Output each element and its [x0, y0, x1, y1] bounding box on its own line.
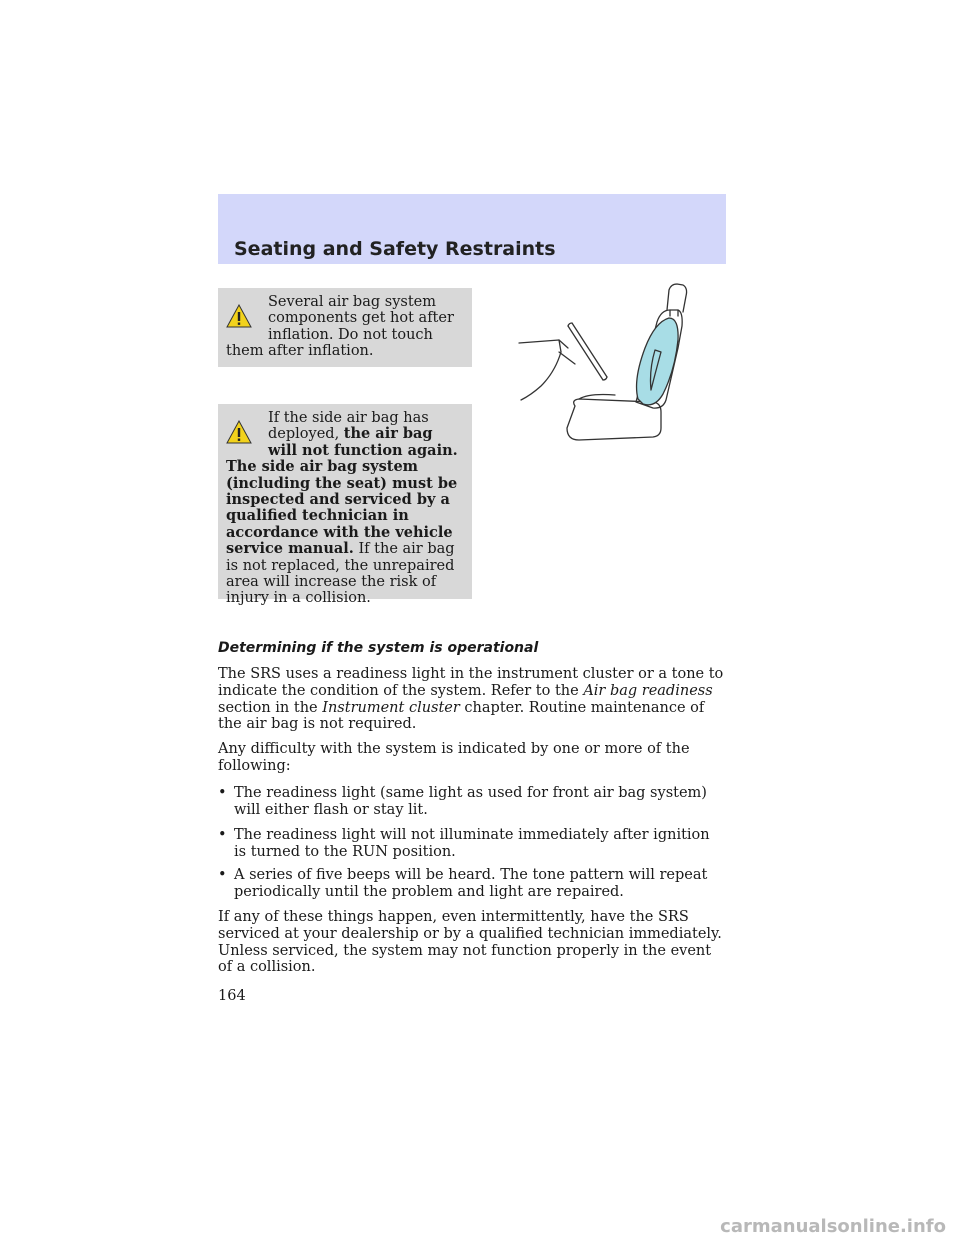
- list-item: [218, 827, 726, 861]
- warning-triangle-icon: [226, 420, 252, 444]
- list-item: [218, 867, 726, 901]
- paragraph-text: chapter. Routine maintenance of the air bag is not required.: [218, 699, 705, 733]
- warning-text-rest: If the air bag is not replaced, the unrepaired area will increase the risk of injury in a collision.: [226, 541, 455, 607]
- list-item: [218, 785, 726, 819]
- list-item-text: The readiness light will not illuminate immediately after ignition is turned to the RUN position.: [234, 827, 710, 860]
- paragraph-text: section in the: [218, 699, 323, 716]
- warning-text-intro: If the side air bag has deployed,: [268, 410, 429, 443]
- bullet-symbol: •: [218, 867, 227, 883]
- header-band: [218, 194, 726, 264]
- reference-instrument-cluster: Instrument cluster: [322, 699, 460, 716]
- warning-box-hot-components: [218, 288, 472, 367]
- warning-text-bold: the air bag will not function again. The side air bag system (including the seat) must be inspected and serviced by a qualified technician in accordance with the vehicle service manual.: [226, 425, 458, 558]
- bullet-symbol: •: [218, 785, 227, 801]
- paragraph-service: If any of these things happen, even intermittently, have the SRS serviced at your dealership or by a qualified technician immediately. Unless serviced, the system may not function properly in the event of a collision.: [218, 909, 722, 976]
- side-airbag-seat-illustration: [515, 282, 695, 442]
- page-number: 164: [218, 988, 246, 1004]
- section-heading: Determining if the system is operational: [218, 640, 539, 656]
- page-title: Seating and Safety Restraints: [234, 238, 556, 260]
- paragraph-srs-readiness: [218, 666, 726, 733]
- list-item-text: The readiness light (same light as used for front air bag system) will either flash or stay lit.: [234, 785, 707, 818]
- paragraph-difficulty: Any difficulty with the system is indicated by one or more of the following:: [218, 741, 690, 774]
- warning-box-side-airbag-deployed: [218, 404, 472, 607]
- paragraph-text: The SRS uses a readiness light in the instrument cluster or a tone to indicate the condition of the system. Refer to the: [218, 666, 724, 699]
- watermark: carmanualsonline.info: [720, 1216, 946, 1237]
- warning-text: Several air bag system components get hot after inflation. Do not touch them after inflation.: [226, 294, 454, 360]
- bullet-symbol: •: [218, 827, 227, 843]
- list-item-text: A series of five beeps will be heard. The tone pattern will repeat periodically until the problem and light are repaired.: [234, 867, 708, 900]
- reference-air-bag-readiness: Air bag readiness: [583, 682, 713, 699]
- warning-triangle-icon: [226, 304, 252, 328]
